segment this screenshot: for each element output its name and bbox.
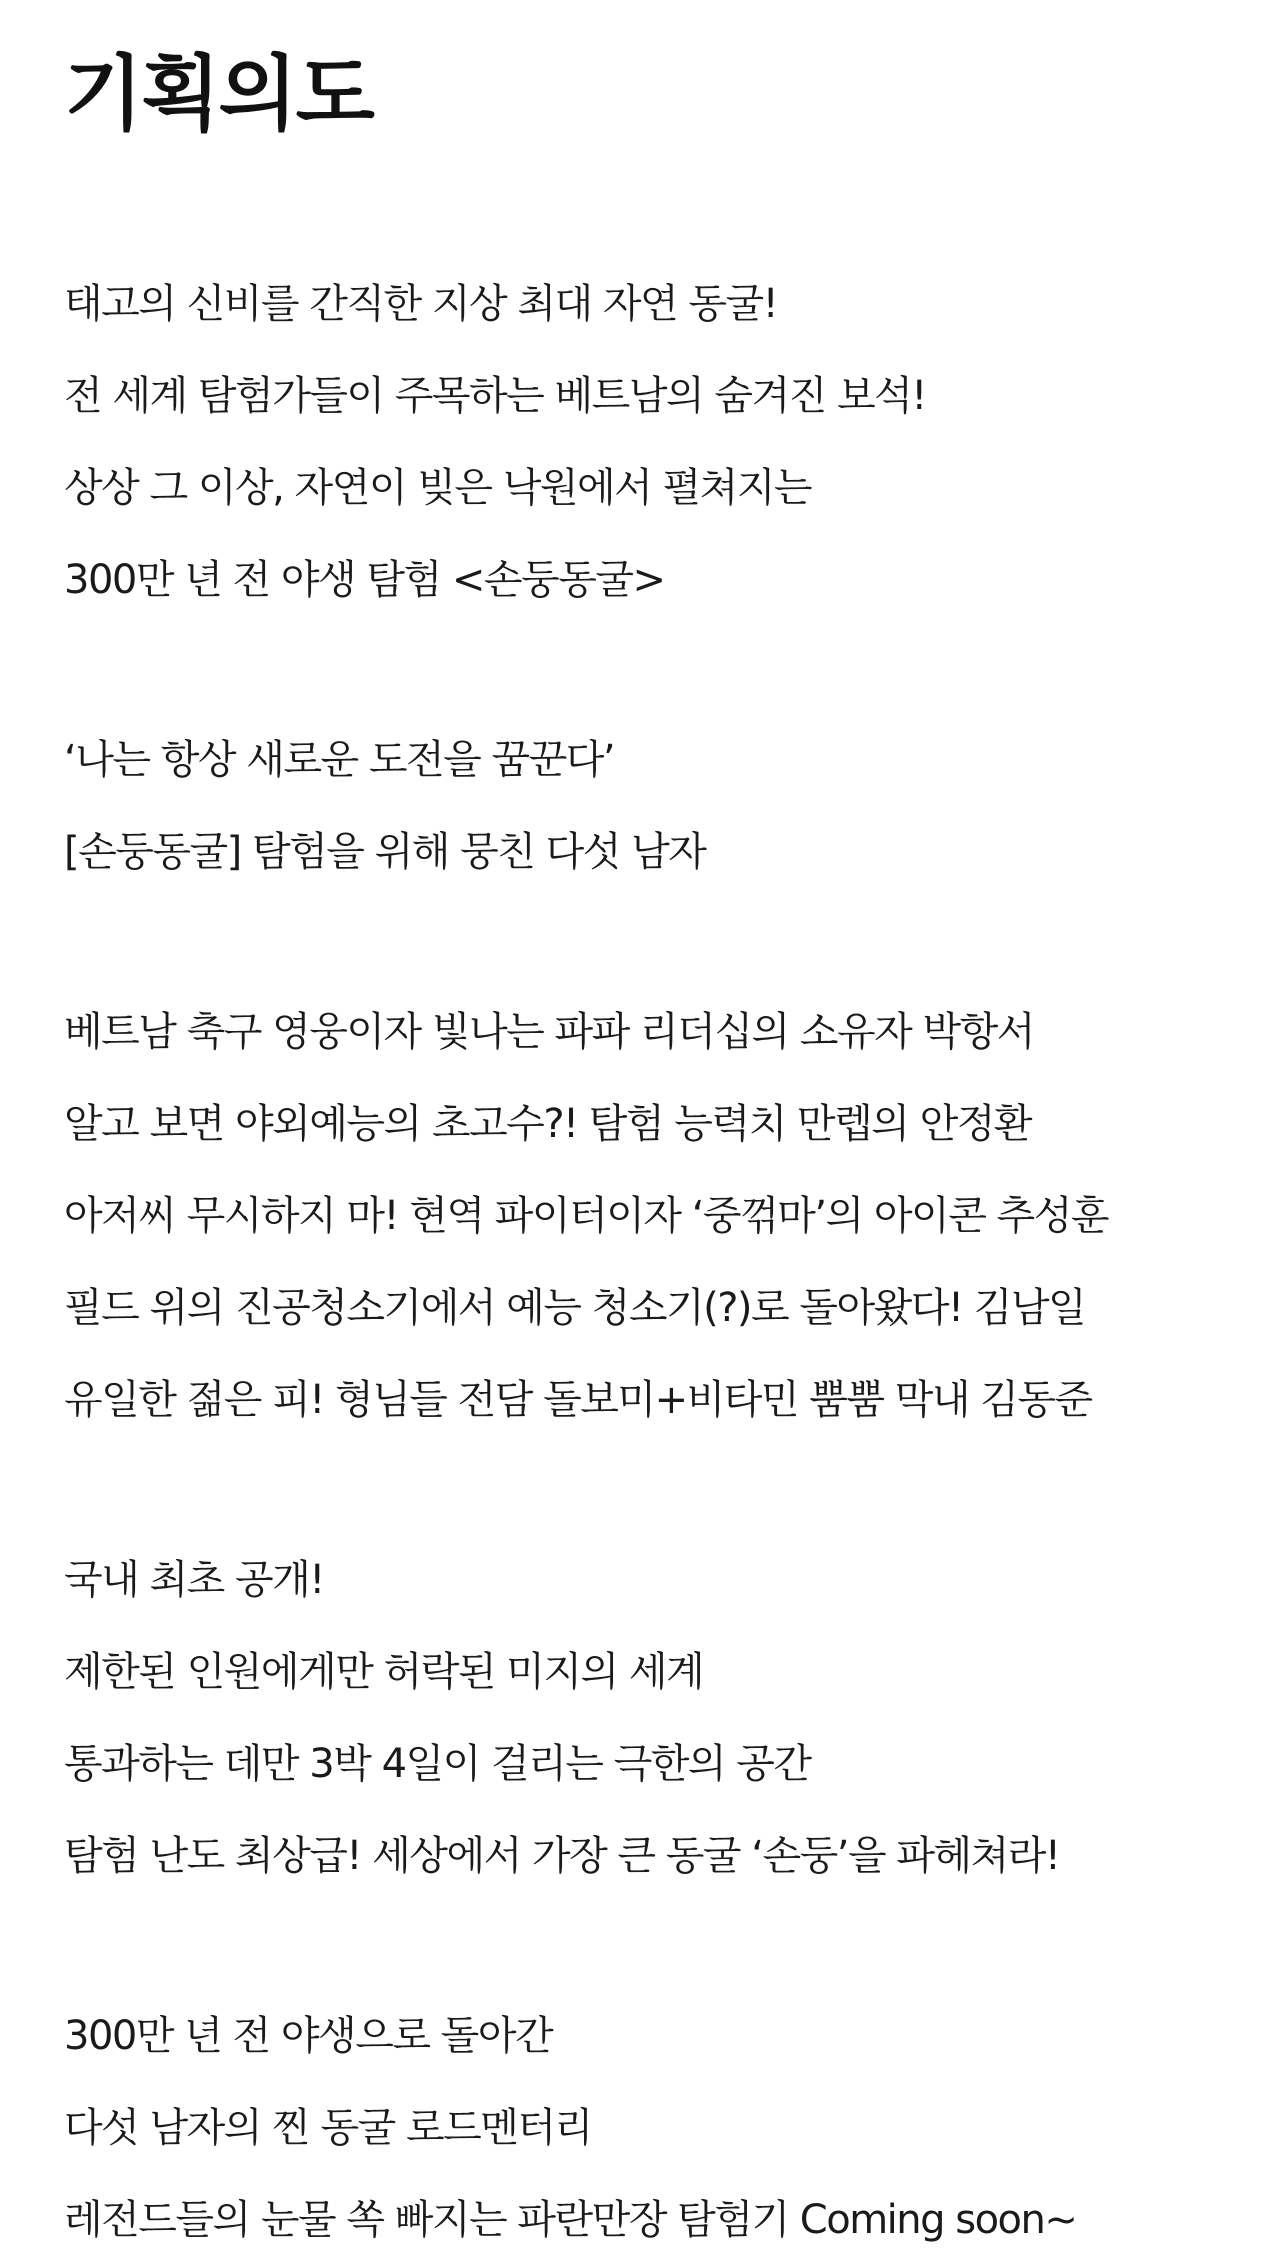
text-line: 레전드들의 눈물 쏙 빠지는 파란만장 탐험기 Coming soon~ bbox=[64, 2197, 1077, 2243]
text-line: 국내 최초 공개! bbox=[64, 1557, 324, 1603]
text-line: 베트남 축구 영웅이자 빛나는 파파 리더십의 소유자 박항서 bbox=[64, 1009, 1034, 1055]
section-closing bbox=[64, 1990, 1280, 2266]
content-body bbox=[64, 258, 1280, 2266]
text-line: 상상 그 이상, 자연이 빚은 낙원에서 펼쳐지는 bbox=[64, 465, 812, 511]
text-line: 탐험 난도 최상급! 세상에서 가장 큰 동굴 ‘손둥’을 파헤쳐라! bbox=[64, 1833, 1060, 1879]
text-line: 통과하는 데만 3박 4일이 걸리는 극한의 공간 bbox=[64, 1741, 811, 1787]
page-title: 기획의도 bbox=[64, 47, 373, 142]
text-line: 알고 보면 야외예능의 초고수?! 탐험 능력치 만렙의 안정환 bbox=[64, 1101, 1031, 1147]
text-line: [손둥동굴] 탐험을 위해 뭉친 다섯 남자 bbox=[64, 829, 706, 875]
text-line: 300만 년 전 야생 탐험 <손둥동굴> bbox=[64, 557, 665, 603]
section-cast bbox=[64, 986, 1280, 1446]
text-line: ‘나는 항상 새로운 도전을 꿈꾼다’ bbox=[64, 737, 615, 783]
text-line: 전 세계 탐험가들이 주목하는 베트남의 숨겨진 보석! bbox=[64, 373, 926, 419]
text-line: 제한된 인원에게만 허락된 미지의 세계 bbox=[64, 1649, 704, 1695]
text-line: 아저씨 무시하지 마! 현역 파이터이자 ‘중꺾마’의 아이콘 추성훈 bbox=[64, 1193, 1108, 1239]
section-exclusive bbox=[64, 1534, 1280, 1902]
text-line: 필드 위의 진공청소기에서 예능 청소기(?)로 돌아왔다! 김남일 bbox=[64, 1285, 1086, 1331]
section-challenge bbox=[64, 714, 1280, 898]
text-line: 다섯 남자의 찐 동굴 로드멘터리 bbox=[64, 2105, 592, 2151]
text-line: 유일한 젊은 피! 형님들 전담 돌보미+비타민 뿜뿜 막내 김동준 bbox=[64, 1377, 1092, 1423]
text-line: 300만 년 전 야생으로 돌아간 bbox=[64, 2013, 553, 2059]
section-intro bbox=[64, 258, 1280, 626]
text-line: 태고의 신비를 간직한 지상 최대 자연 동굴! bbox=[64, 281, 778, 327]
